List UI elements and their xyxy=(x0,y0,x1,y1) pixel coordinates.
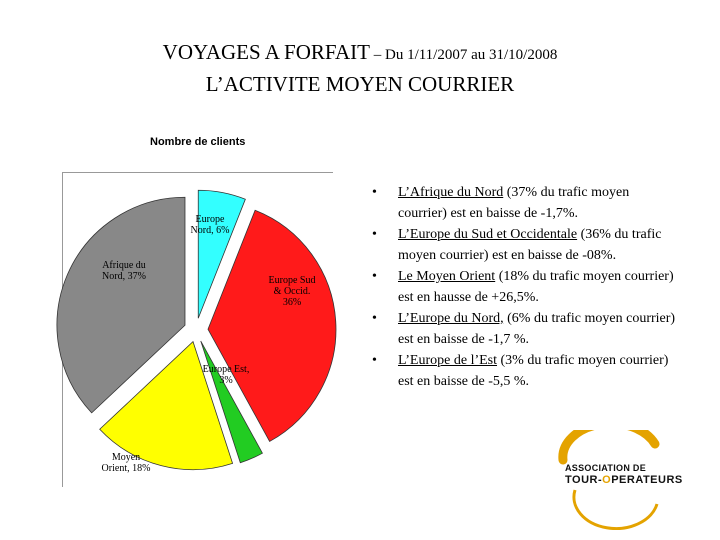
bullet-region: L’Afrique du Nord xyxy=(398,185,504,200)
pie-slice-label: Moyen Orient, 18% xyxy=(101,452,151,474)
bullet-item xyxy=(360,308,680,350)
pie-slice-label: Europe Sud & Occid. 36% xyxy=(268,275,316,308)
bullet-icon: • xyxy=(372,227,377,242)
bullet-item xyxy=(360,266,680,308)
bullet-region: L’Europe de l’Est xyxy=(398,353,498,368)
title-date-range: – Du 1/11/2007 au 31/10/2008 xyxy=(369,47,558,63)
bullet-region: Le Moyen Orient xyxy=(398,269,496,284)
bullet-item xyxy=(360,224,680,266)
logo-part-3: PERATEURS xyxy=(611,474,683,486)
title-main: VOYAGES A FORFAIT xyxy=(162,40,370,64)
bullet-text: (36% du trafic moyen courrier) est en baisse de -08%. xyxy=(398,227,662,263)
bullet-icon: • xyxy=(372,269,377,284)
bullet-text: (3% du trafic moyen courrier) est en baisse de -5,5 %. xyxy=(398,353,669,389)
bullet-icon: • xyxy=(372,185,377,200)
association-logo xyxy=(545,430,715,530)
title-line-2: L’ACTIVITE MOYEN COURRIER xyxy=(205,72,515,96)
bullet-text: (37% du trafic moyen courrier) est en baisse de -1,7%. xyxy=(398,185,630,221)
logo-part-1: TOUR- xyxy=(565,474,603,486)
bullet-text: (6% du trafic moyen courrier) est en baisse de -1,7 %. xyxy=(398,311,676,347)
bullet-region: L’Europe du Nord, xyxy=(398,311,504,326)
bullet-text: (18% du trafic moyen courrier) est en hausse de +26,5%. xyxy=(398,269,674,305)
logo-part-2: O xyxy=(602,474,612,486)
bullet-region: L’Europe du Sud et Occidentale xyxy=(398,227,578,242)
pie-slice-label: Afrique du Nord, 37% xyxy=(102,260,146,282)
bullet-item xyxy=(360,350,680,392)
logo-line-1: ASSOCIATION DE xyxy=(565,463,647,473)
pie-slice-label: Europe Nord, 6% xyxy=(190,214,230,236)
bullet-item xyxy=(360,182,680,224)
logo-line-2 xyxy=(565,474,683,486)
bullet-list xyxy=(360,182,680,392)
pie-slice-label: Europe Est, 3% xyxy=(202,364,250,386)
bullet-icon: • xyxy=(372,353,377,368)
bullet-icon: • xyxy=(372,311,377,326)
chart-title: Nombre de clients xyxy=(150,136,246,148)
